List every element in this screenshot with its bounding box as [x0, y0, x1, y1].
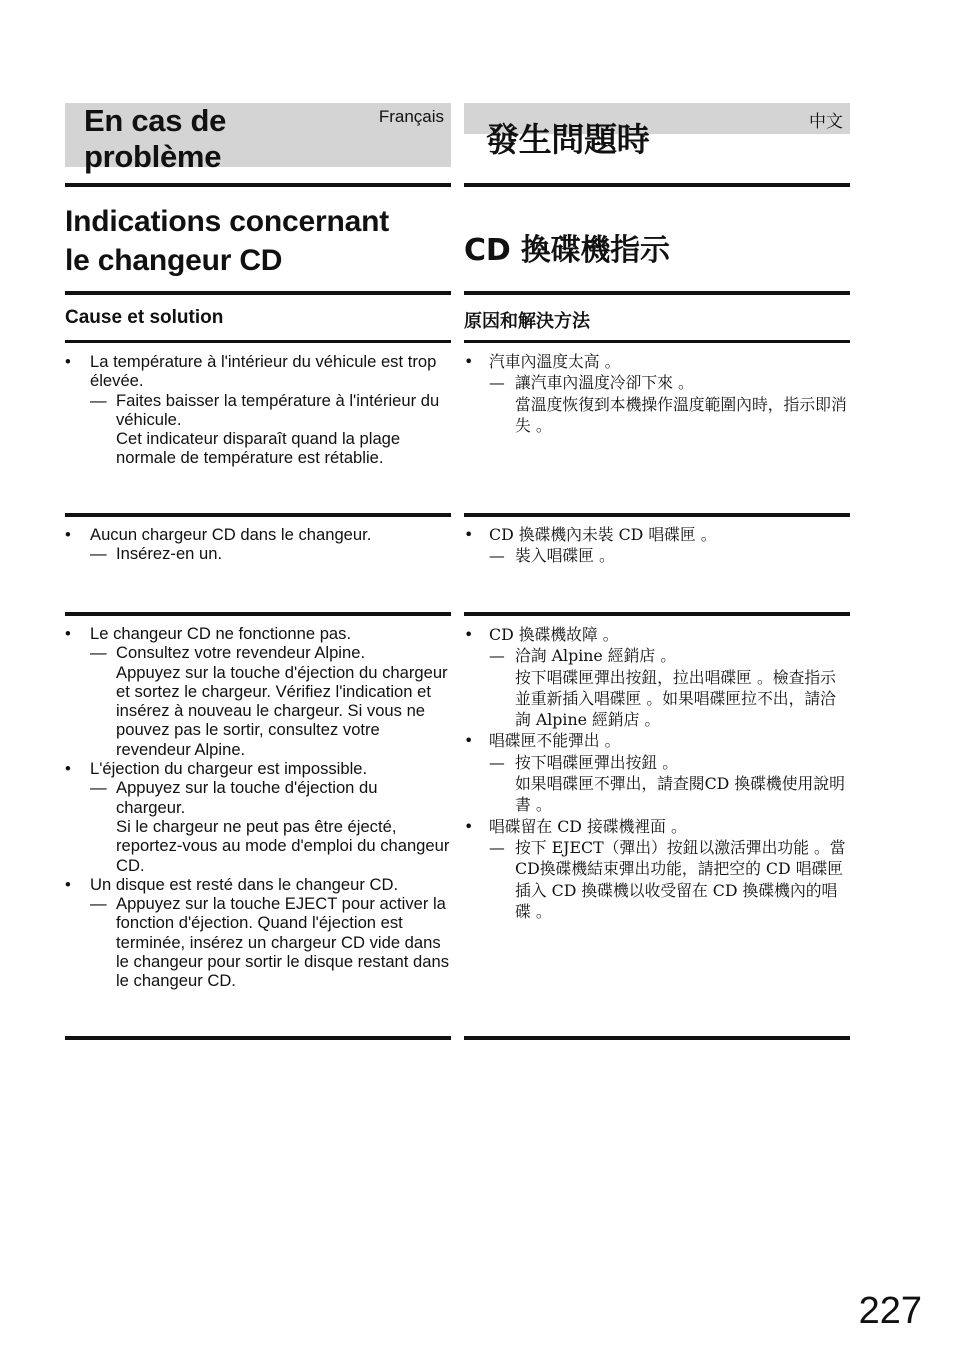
solution-text: Faites baisser la température à l'intérieur du véhicule.: [116, 390, 440, 429]
solution-text: Appuyez sur la touche d'éjection du chargeur.: [116, 778, 378, 817]
solution-text: 按下 EJECT（彈出）按鈕以激活彈出功能 。當CD換碟機結束彈出功能，請把空的 CD 唱碟匣插入 CD 換碟機以收受留在 CD 換碟機內的唱碟 。: [515, 837, 846, 921]
cause-item: • CD 換碟機故障 。: [464, 624, 850, 645]
solution-text: Consultez votre revendeur Alpine.: [116, 643, 366, 663]
cause-item: • CD 換碟機內未裝 CD 唱碟匣 。: [464, 524, 850, 545]
solution-text: 裝入唱碟匣 。: [515, 546, 615, 566]
solution-note: Cet indicateur disparaît quand la plage normale de température est rétablie.: [116, 429, 401, 468]
problem-block: [464, 524, 850, 567]
divider: [65, 340, 451, 343]
solution-item: [65, 643, 451, 662]
section-title: [65, 202, 389, 280]
solution-item: [65, 778, 451, 817]
solution-item: [464, 837, 850, 922]
page-title: [84, 103, 226, 175]
solution-item: [65, 544, 451, 563]
solution-item: [464, 372, 850, 393]
problem-block: [65, 525, 451, 564]
cause-item: • 唱碟匣不能彈出 。: [464, 730, 850, 751]
divider: [464, 340, 850, 343]
solution-note: 當溫度恢復到本機操作溫度範圍內時，指示即消失 。: [515, 394, 847, 435]
section-title-line: le changeur CD: [65, 244, 283, 277]
dash: —: [90, 544, 107, 564]
cause-item: • 唱碟留在 CD 接碟機裡面 。: [464, 816, 850, 837]
solution-item: [65, 894, 451, 990]
divider: [464, 183, 850, 187]
divider: [464, 513, 850, 517]
solution-item: [464, 645, 850, 666]
page-title-line: En cas de: [84, 103, 227, 138]
solution-note: 如果唱碟匣不彈出，請查閱CD 換碟機使用說明書 。: [515, 774, 845, 815]
dash: —: [489, 646, 505, 666]
dash: —: [90, 390, 107, 410]
divider: [65, 183, 451, 187]
divider: [65, 291, 451, 295]
page-title-line: problème: [84, 139, 222, 174]
cause-item: • Un disque est resté dans le changeur CD.: [65, 875, 451, 894]
solution-item: [464, 752, 850, 773]
page-title: 發生問題時: [486, 120, 650, 159]
solution-text: 讓汽車內溫度冷卻下來 。: [515, 373, 694, 393]
solution-note: Appuyez sur la touche d'éjection du chargeur et sortez le chargeur. Vérifiez l'indication et insérez à nouveau le chargeur. Si vous ne pouvez pas le sortir, consultez votre revendeur Alpine.: [116, 662, 448, 759]
divider: [464, 1036, 850, 1040]
divider: [65, 1036, 451, 1040]
page-number: 227: [858, 1290, 922, 1332]
cause-item: • 汽車內溫度太高 。: [464, 351, 850, 372]
solution-note: Si le chargeur ne peut pas être éjecté, reportez-vous au mode d'emploi du changeur CD.: [116, 816, 450, 875]
subtitle: 原因和解決方法: [464, 311, 590, 332]
section-title: CD 換碟機指示: [464, 233, 670, 268]
solution-note: 按下唱碟匣彈出按鈕，拉出唱碟匣 。檢查指示並重新插入唱碟匣 。如果唱碟匣拉不出，請洽詢 Alpine 經銷店 。: [515, 667, 836, 730]
dash: —: [90, 894, 107, 914]
cause-item: • Le changeur CD ne fonctionne pas.: [65, 624, 451, 643]
solution-item: [464, 545, 850, 566]
subtitle: Cause et solution: [65, 307, 224, 328]
solution-text: 洽詢 Alpine 經銷店 。: [515, 646, 676, 666]
divider: [464, 291, 850, 295]
problem-block: [65, 352, 451, 468]
dash: —: [90, 778, 107, 798]
dash: —: [489, 373, 505, 393]
cause-item: • L'éjection du chargeur est impossible.: [65, 759, 451, 778]
solution-text: Appuyez sur la touche EJECT pour activer la fonction d'éjection. Quand l'éjection est terminée, insérez un chargeur CD vide dans le changeur pour sortir le disque restant dans le changeur CD.: [116, 894, 449, 991]
language-tag: 中文: [809, 112, 843, 131]
divider: [65, 513, 451, 517]
cause-item: • Aucun chargeur CD dans le changeur.: [65, 525, 451, 544]
language-tag: Français: [378, 107, 444, 126]
cause-item: • La température à l'intérieur du véhicule est trop élevée.: [65, 352, 451, 391]
solution-text: 按下唱碟匣彈出按鈕 。: [515, 752, 678, 772]
dash: —: [489, 546, 505, 566]
problem-block: [65, 624, 451, 991]
solution-item: [65, 391, 451, 430]
divider: [464, 612, 850, 616]
dash: —: [90, 643, 107, 663]
section-title-line: Indications concernant: [65, 205, 389, 238]
problem-block: [464, 351, 850, 436]
divider: [65, 612, 451, 616]
problem-block: [464, 624, 850, 922]
solution-text: Insérez-en un.: [116, 544, 223, 564]
dash: —: [489, 752, 505, 772]
dash: —: [489, 837, 505, 857]
